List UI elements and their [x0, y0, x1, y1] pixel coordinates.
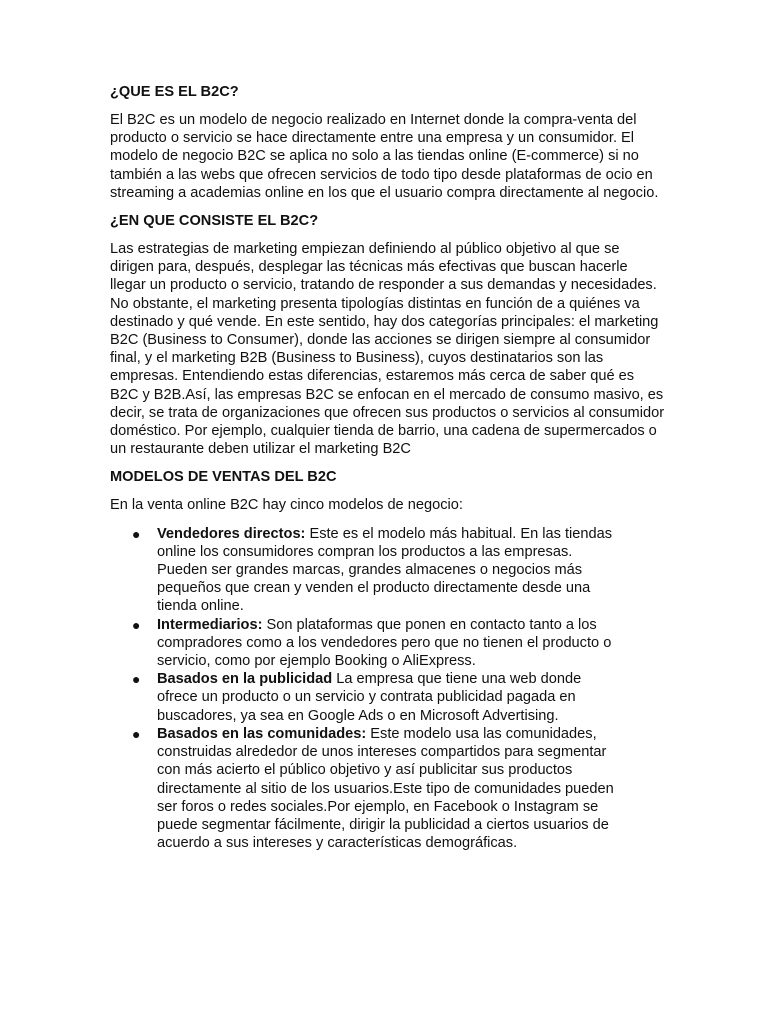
section-heading-modelos: MODELOS DE VENTAS DEL B2C — [110, 469, 337, 486]
list-item-term: Intermediarios: — [157, 616, 263, 633]
list-item-intermediarios — [110, 616, 617, 671]
bullet-icon: ● — [132, 616, 141, 633]
list-item-term: Vendedores directos: — [157, 525, 306, 542]
list-item-text: Este modelo usa las comunidades, construidas alrededor de unos intereses compartidos para segmentar con más acierto el público objetivo y así publicitar sus productos directamente al sitio de los usuarios.Este tipo de comunidades pueden ser foros o redes sociales.Por ejemplo, en Facebook o Instagram se puede segmentar fácilmente, dirigir la publicidad a ciertos usuarios de acuerdo a sus intereses y características demográficas. — [157, 725, 614, 852]
section-heading-en-que-consiste: ¿EN QUE CONSISTE EL B2C? — [110, 213, 319, 230]
list-item-term: Basados en la publicidad — [157, 671, 333, 688]
bullet-icon: ● — [132, 525, 141, 542]
list-item-comunidades — [110, 725, 617, 852]
list-item-publicidad — [110, 670, 617, 725]
section-heading-que-es: ¿QUE ES EL B2C? — [110, 84, 239, 100]
list-item-text: Son plataformas que ponen en contacto tanto a los compradores como a los vendedores pero que no tienen el producto o servicio, como por ejemplo Booking o AliExpress. — [157, 616, 612, 670]
list-item-text: La empresa que tiene una web donde ofrece un producto o un servicio y contrata publicidad pagada en buscadores, ya sea en Google Ads o en Microsoft Advertising. — [157, 671, 582, 724]
list-item-vendedores-directos — [110, 525, 617, 616]
paragraph-que-es: El B2C es un modelo de negocio realizado en Internet donde la compra-venta del producto o servicio se hace directamente entre una empresa y un consumidor. El modelo de negocio B2C se aplica no solo a las tiendas online (E-commerce) si no también a las webs que ofrecen servicios de todo tipo desde plataformas de ocio en streaming a academias online en los que el usuario compra directamente al negocio. — [110, 112, 659, 201]
models-list — [110, 525, 665, 853]
document-page — [110, 83, 665, 852]
list-item-term: Basados en las comunidades: — [157, 725, 367, 742]
paragraph-modelos-intro: En la venta online B2C hay cinco modelos de negocio: — [110, 497, 463, 514]
bullet-icon: ● — [132, 671, 141, 688]
list-item-text: Este es el modelo más habitual. En las tiendas online los consumidores compran los productos a las empresas. Pueden ser grandes marcas, grandes almacenes o negocios más pequeños que crean y venden el producto directamente desde una tienda online. — [157, 525, 613, 615]
paragraph-en-que-consiste: Las estrategias de marketing empiezan definiendo al público objetivo al que se dirigen para, después, desplegar las técnicas más efectivas que buscan hacerle llegar un producto o servicio, tratando de responder a sus demandas y necesidades. No obstante, el marketing presenta tipologías distintas en función de a quiénes va destinado y qué vende. En este sentido, hay dos categorías principales: el marketing B2C (Business to Consumer), donde las acciones se dirigen siempre al consumidor final, y el marketing B2B (Business to Business), cuyos destinatarios son las empresas. Entendiendo estas diferencias, estaremos más cerca de saber qué es B2C y B2B.Así, las empresas B2C se enfocan en el mercado de consumo masivo, es decir, se trata de organizaciones que ofrecen sus productos o servicios al consumidor doméstico. Por ejemplo, cualquier tienda de barrio, una cadena de supermercados o un restaurante deben utilizar el marketing B2C — [110, 241, 665, 458]
bullet-icon: ● — [132, 725, 141, 742]
